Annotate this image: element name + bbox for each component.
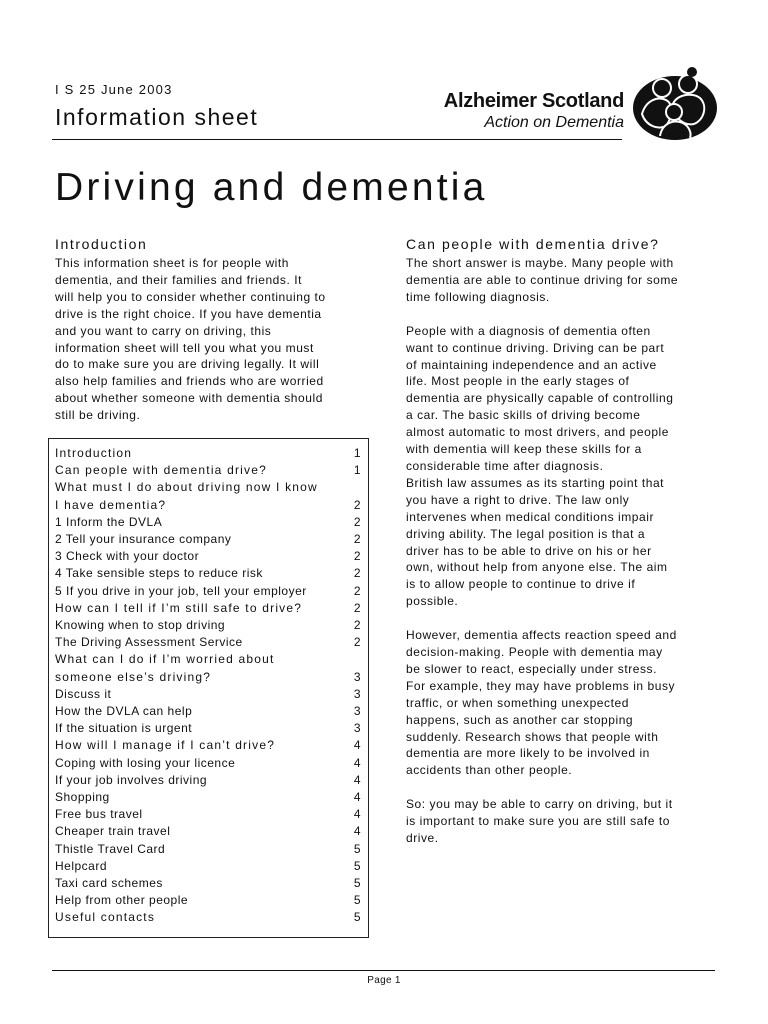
- toc-row: [55, 669, 361, 686]
- toc-entry-label: 5 If you drive in your job, tell your employer: [55, 583, 307, 598]
- toc-entry-page: 5: [353, 893, 361, 908]
- toc-entry-label: 2 Tell your insurance company: [55, 532, 232, 547]
- toc-entry-label: The Driving Assessment Service: [55, 635, 243, 650]
- toc-row: [55, 634, 361, 651]
- toc-entry-label: If your job involves driving: [55, 772, 208, 787]
- toc-row: [55, 892, 361, 909]
- can-drive-heading: Can people with dementia drive?: [406, 236, 660, 252]
- toc-entry-label: Thistle Travel Card: [55, 841, 166, 856]
- toc-row: [55, 548, 361, 565]
- can-drive-paragraph-1: The short answer is maybe. Many people with dementia are able to continue driving for some time following diagnosis.: [406, 256, 679, 304]
- toc-entry-label: Can people with dementia drive?: [55, 463, 267, 478]
- toc-entry-page: 3: [353, 704, 361, 719]
- toc-entry-label: How can I tell if I’m still safe to drive?: [55, 600, 303, 615]
- toc-row: [55, 445, 361, 462]
- introduction-text: This information sheet is for people with dementia, and their families and friends. It will help you to consider whether continuing to drive is the right choice. If you have dementia and you want to carry on driving, this information sheet will tell you what you must do to make sure you are driving legally. It will also help families and friends who are worried about whether someone with dementia should still be driving.: [55, 256, 326, 423]
- can-drive-paragraph-2: People with a diagnosis of dementia often want to continue driving. Driving can be part of maintaining independence and an active life. Most people in the early stages of dementia are physically capable of controlling a car. The basic skills of driving become almost automatic to most drivers, and people with dementia will keep these skills for a considerable time after diagnosis. British law assumes as its starting point that you have a right to drive. The law only intervenes when medical conditions impair driving ability. The legal position is that a driver has to be able to drive on his or her own, without help from anyone else. The aim is to allow people to continue to drive if possible.: [406, 323, 674, 609]
- toc-row: [55, 651, 361, 668]
- can-drive-section: [406, 236, 726, 847]
- toc-entry-page: 2: [353, 583, 361, 598]
- toc-row: [55, 858, 361, 875]
- toc-row: [55, 617, 361, 634]
- brand-tagline: Action on Dementia: [484, 114, 624, 131]
- toc-entry-page: 3: [353, 686, 361, 701]
- toc-entry-page: 2: [353, 566, 361, 581]
- toc-entry-label: 1 Inform the DVLA: [55, 514, 163, 529]
- toc-entry-label: Taxi card schemes: [55, 876, 163, 891]
- toc-entry-page: 2: [353, 514, 361, 529]
- toc-entry-page: 2: [353, 600, 361, 615]
- people-group-logo-icon: [630, 66, 720, 142]
- toc-row: [55, 823, 361, 840]
- toc-row: [55, 479, 361, 496]
- toc-row: [55, 583, 361, 600]
- toc-entry-page: 5: [353, 858, 361, 873]
- sheet-type-label: Information sheet: [55, 104, 259, 130]
- toc-row: [55, 875, 361, 892]
- toc-entry-page: [351, 651, 361, 668]
- toc-entry-label: Discuss it: [55, 686, 112, 701]
- toc-entry-label: What can I do if I’m worried about: [55, 652, 275, 667]
- toc-entry-label: Free bus travel: [55, 807, 143, 822]
- toc-entry-page: 2: [353, 497, 361, 512]
- introduction-section: [55, 236, 375, 424]
- toc-entry-page: 4: [353, 755, 361, 770]
- page-title: Driving and dementia: [55, 166, 488, 209]
- sheet-reference: I S 25 June 2003: [55, 82, 173, 97]
- toc-entry-page: 4: [353, 738, 361, 753]
- toc-entry-page: 4: [353, 790, 361, 805]
- toc-row: [55, 737, 361, 754]
- toc-row: [55, 703, 361, 720]
- toc-row: [55, 497, 361, 514]
- toc-entry-label: 4 Take sensible steps to reduce risk: [55, 566, 263, 581]
- can-drive-paragraph-3: However, dementia affects reaction speed and decision-making. People with dementia may be slower to react, especially under stress. For example, they may have problems in busy traffic, or when something unexpected happens, such as another car stopping suddenly. Research shows that people with dementia are more likely to be involved in accidents than other people.: [406, 628, 677, 778]
- toc-entry-label: Help from other people: [55, 893, 189, 908]
- toc-entry-page: [351, 479, 361, 496]
- toc-entry-page: 2: [353, 635, 361, 650]
- toc-entry-label: Useful contacts: [55, 910, 156, 925]
- toc-row: [55, 755, 361, 772]
- toc-entry-label: How will I manage if I can’t drive?: [55, 738, 276, 753]
- toc-row: [55, 909, 361, 926]
- toc-entry-label: Cheaper train travel: [55, 824, 171, 839]
- toc-entry-label: Shopping: [55, 790, 110, 805]
- toc-entry-label: I have dementia?: [55, 497, 167, 512]
- toc-row: [55, 531, 361, 548]
- toc-entry-page: 2: [353, 618, 361, 633]
- brand-name: Alzheimer Scotland: [443, 90, 624, 112]
- toc-entry-page: 2: [353, 532, 361, 547]
- toc-row: [55, 806, 361, 823]
- page-number: Page 1: [367, 975, 401, 986]
- toc-entry-label: Introduction: [55, 446, 133, 460]
- toc-entry-page: 2: [353, 549, 361, 564]
- toc-entry-page: 1: [353, 446, 361, 460]
- toc-entry-label: What must I do about driving now I know: [55, 480, 318, 495]
- toc-entry-page: 4: [353, 807, 361, 822]
- toc-row: [55, 462, 361, 479]
- toc-entry-label: How the DVLA can help: [55, 704, 193, 719]
- toc-row: [55, 565, 361, 582]
- introduction-heading: Introduction: [55, 236, 148, 252]
- toc-entry-page: 3: [353, 721, 361, 736]
- can-drive-paragraph-4: So: you may be able to carry on driving, but it is important to make sure you are still safe to drive.: [406, 797, 673, 846]
- toc-row: [55, 686, 361, 703]
- footer-divider: [52, 970, 715, 971]
- toc-entry-label: If the situation is urgent: [55, 721, 193, 736]
- toc-entry-page: 3: [353, 669, 361, 684]
- toc-entry-page: 5: [353, 910, 361, 925]
- toc-entry-page: 5: [353, 841, 361, 856]
- toc-entry-page: 5: [353, 876, 361, 891]
- toc-entry-page: 1: [353, 463, 361, 478]
- toc-row: [55, 600, 361, 617]
- toc-row: [55, 789, 361, 806]
- toc-entry-page: 4: [353, 824, 361, 839]
- toc-row: [55, 841, 361, 858]
- toc-row: [55, 514, 361, 531]
- brand-block: [420, 90, 624, 132]
- toc-entry-label: Knowing when to stop driving: [55, 618, 226, 633]
- toc-entry-label: someone else’s driving?: [55, 669, 212, 684]
- toc-entry-label: Helpcard: [55, 858, 108, 873]
- header-divider: [52, 139, 622, 140]
- toc-entry-label: Coping with losing your licence: [55, 755, 236, 770]
- toc-entry-label: 3 Check with your doctor: [55, 549, 200, 564]
- toc-row: [55, 772, 361, 789]
- toc-entry-page: 4: [353, 772, 361, 787]
- toc-row: [55, 720, 361, 737]
- table-of-contents: [48, 438, 369, 938]
